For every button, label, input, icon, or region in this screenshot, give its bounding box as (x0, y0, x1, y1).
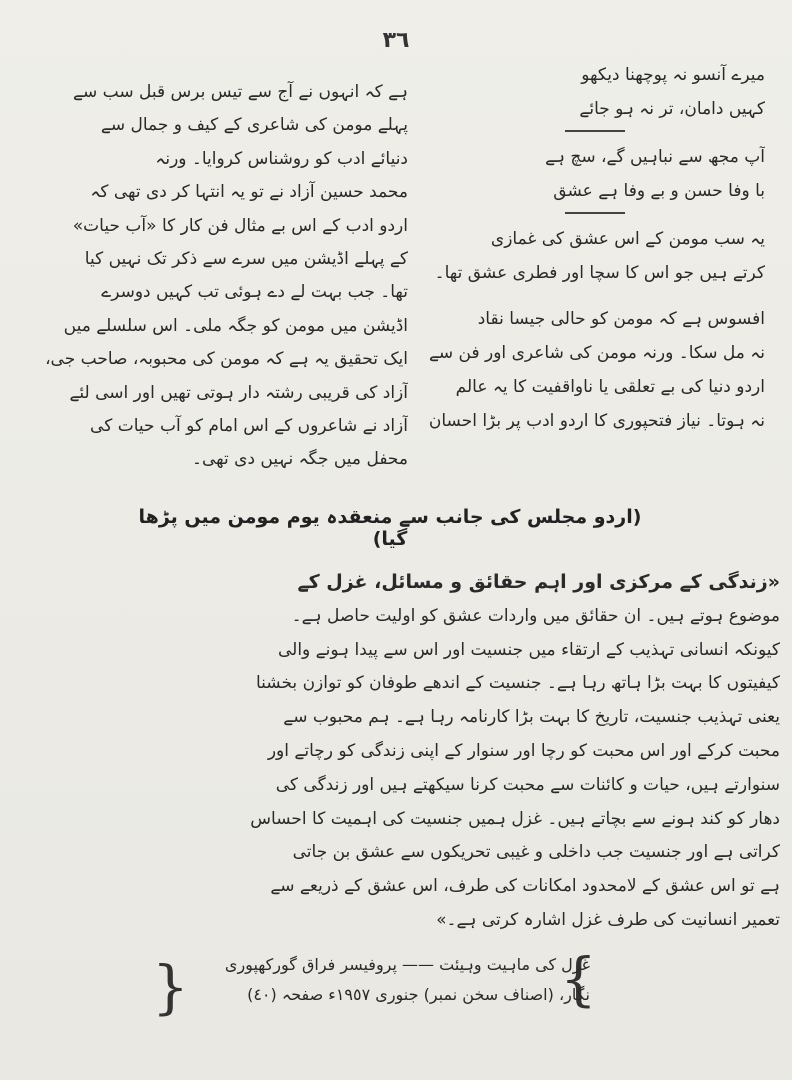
prose-line: نہ ہوتا۔ نیاز فتحپوری کا اردو ادب پر بڑا احسان (428, 411, 765, 431)
prose-line: محمد حسین آزاد نے تو یہ انتہا کر دی تھی کہ (90, 182, 408, 203)
prose-line: اردو دنیا کی بے تعلقی یا ناواقفیت کا یہ عالم (455, 377, 765, 397)
quote-line: محبت کرکے اور اس محبت کو رچا اور سنوار کے اپنی زندگی کو رچاتے اور (267, 740, 780, 761)
verse-divider (565, 212, 625, 214)
prose-line: پہلے مومن کی شاعری کے کیف و جمال سے (100, 115, 408, 136)
left-column (8, 76, 408, 477)
verse-line: میرے آنسو نہ پوچھنا دیکھو (581, 65, 765, 85)
prose-line: افسوس ہے کہ مومن کو حالی جیسا نقاد (477, 309, 765, 329)
prose-line: دنیائے ادب کو روشناس کروایا۔ ورنہ (155, 148, 408, 169)
prose-line: اردو ادب کے اس بے مثال فن کار کا «آب حیات» (72, 215, 408, 236)
quote-line: سنوارتے ہیں، حیات و کائنات سے محبت کرنا سیکھتے ہیں اور زندگی کی (275, 774, 780, 795)
quote-line: ہے تو اس عشق کے لامحدود امکانات کی طرف، اس عشق کے ذریعے سے (270, 876, 780, 897)
quote-line: موضوع ہوتے ہیں۔ ان حقائق میں واردات عشق کو اولیت حاصل ہے۔ (291, 605, 780, 626)
quote-line: کیفیتوں کا بہت بڑا ہاتھ رہا ہے۔ جنسیت کے اندھے طوفان کو توازن بخشنا (255, 673, 780, 694)
page-number: ٣٦ (382, 28, 410, 53)
block-quote (100, 566, 780, 938)
prose-line: کے پہلے اڈیشن میں سرے سے ذکر تک نہیں کیا (84, 249, 408, 270)
prose-line: آزاد کی قریبی رشتہ دار ہوتی تھیں اور اسی لئے (69, 382, 408, 403)
section-caption: (اردو مجلس کی جانب سے منعقدہ یوم مومن میں پڑھا گیا) (138, 506, 642, 550)
quote-line: کیونکہ انسانی تہذیب کے ارتقاء میں جنسیت اور اس سے پیدا ہونے والی (277, 639, 780, 660)
prose-line: نہ مل سکا۔ ورنہ مومن کی شاعری اور فن سے (428, 343, 765, 363)
prose-line: یہ سب مومن کے اس عشق کی غمازی (490, 229, 765, 249)
right-column (425, 58, 765, 438)
source-citation (150, 950, 590, 1010)
citation-line: نگار، (اصناف سخن نمبر) جنوری ١٩٥٧ء صفحہ (٤٠) (247, 985, 590, 1004)
verse-divider (565, 130, 625, 132)
prose-line: محفل میں جگہ نہیں دی تھی۔ (192, 449, 408, 470)
quote-line: تعمیر انسانیت کی طرف غزل اشارہ کرتی ہے۔» (436, 909, 780, 930)
quote-line: «زندگی کے مرکزی اور اہم حقائق و مسائل، غزل کے (297, 571, 780, 593)
prose-line: اڈیشن میں مومن کو جگہ ملی۔ اس سلسلے میں (63, 315, 408, 336)
quote-line: کراتی ہے اور جنسیت جب داخلی و غیبی تحریکوں سے عشق بن جاتی (292, 842, 780, 863)
prose-line: آزاد نے شاعروں کے اس امام کو آب حیات کی (90, 416, 408, 437)
quote-line: دھار کو کند ہونے سے بچاتے ہیں۔ غزل ہمیں جنسیت کی اہمیت کا احساس (250, 808, 780, 829)
citation-line: غزل کی ماہیت وہیئت —— پروفیسر فراق گورکھپوری (224, 955, 590, 974)
quote-line: یعنی تہذیب جنسیت، تاریخ کا بہت بڑا کارنامہ رہا ہے۔ ہم محبوب سے (283, 707, 780, 728)
prose-line: ہے کہ انہوں نے آج سے تیس برس قبل سب سے (73, 82, 408, 102)
verse-line: کہیں دامان، تر نہ ہو جائے (579, 99, 765, 119)
prose-line: کرتے ہیں جو اس کا سچا اور فطری عشق تھا۔ (434, 263, 765, 283)
left-brace-icon: } (152, 953, 189, 1021)
prose-line: ایک تحقیق یہ ہے کہ مومن کی محبوبہ، صاحب جی، (45, 349, 408, 370)
verse-line: با وفا حسن و بے وفا ہے عشق (553, 181, 765, 201)
verse-line: آپ مجھ سے نباہیں گے، سچ ہے (545, 147, 765, 167)
right-brace-icon: { (560, 945, 597, 1013)
prose-line: تھا۔ جب بہت لے دے ہوئی تب کہیں دوسرے (101, 282, 408, 303)
